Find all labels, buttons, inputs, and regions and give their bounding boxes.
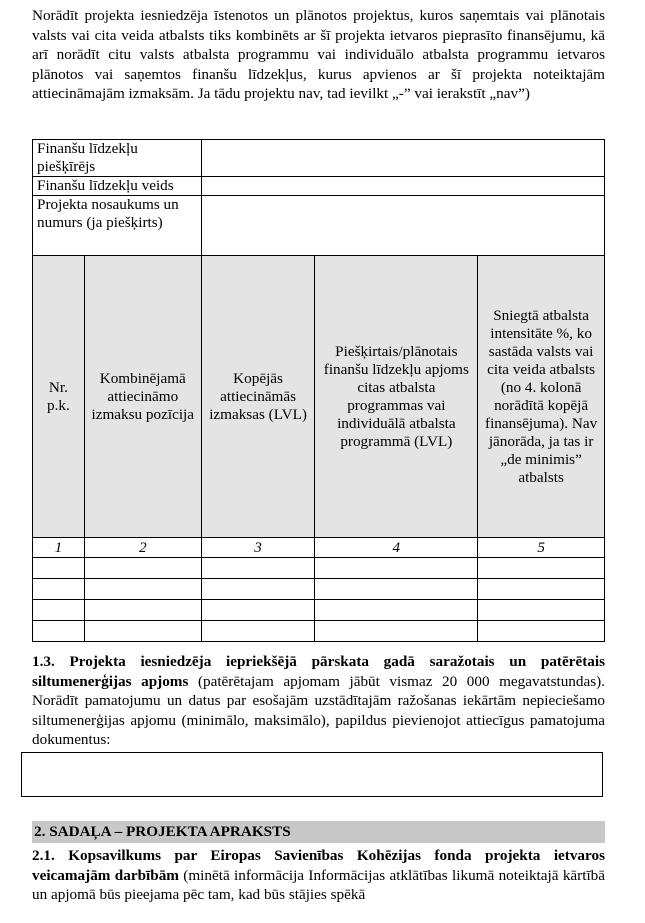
header-aid-intensity: Sniegtā atbalsta intensitāte %, ko sastāda valsts vai cita veida atbalsts (no 4. kolonā norādītā kopējā finansējuma). Nav jānorāda, ja tas ir „de minimis” atbalsts [478, 256, 605, 538]
table-cell-input[interactable] [201, 579, 315, 600]
column-number: 1 [33, 538, 85, 558]
table-cell-input[interactable] [201, 600, 315, 621]
section-2-1-title: 2.1. Kopsavilkums par Eiropas Savienības Kohēzijas fonda projekta ietvaros veicamajām darbībām [32, 847, 605, 884]
header-allocated-amount: Piešķirtais/plānotais finanšu līdzekļu apjoms citas atbalsta programmas vai individuālā atbalsta programmā (LVL) [315, 256, 478, 538]
header-nr: Nr. p.k. [33, 256, 85, 538]
column-number: 5 [478, 538, 605, 558]
section-2-1-text: (minētā informācija Informācijas atklātības likumā noteiktajā kārtībā un apjomā būs pieejama pēc tam, kad būs stājies spēkā [32, 866, 605, 904]
info-label: Finanšu līdzekļu veids [33, 177, 202, 196]
header-cost-position: Kombinējamā attiecināmo izmaksu pozīcija [84, 256, 201, 538]
table-cell-input[interactable] [478, 600, 605, 621]
table-cell-input[interactable] [478, 621, 605, 642]
table-row [33, 600, 605, 621]
table-cell-input[interactable] [33, 600, 85, 621]
info-value-input[interactable] [201, 140, 604, 177]
table-cell-input[interactable] [478, 579, 605, 600]
info-label: Projekta nosaukums un numurs (ja piešķirts) [33, 196, 202, 256]
column-number: 3 [201, 538, 315, 558]
table-cell-input[interactable] [33, 621, 85, 642]
table-cell-input[interactable] [478, 558, 605, 579]
table-row [33, 579, 605, 600]
table-cell-input[interactable] [84, 579, 201, 600]
table-cell-input[interactable] [315, 558, 478, 579]
column-header-row [33, 256, 605, 538]
info-label: Finanšu līdzekļu piešķīrējs [33, 140, 202, 177]
column-number-row [33, 538, 605, 558]
table-cell-input[interactable] [84, 621, 201, 642]
section-1-3-paragraph [32, 652, 605, 750]
section-1-3-text: (patērētajam apjomam jābūt vismaz 20 000 megavatstundas). Norādīt pamatojumu un datus par esošajām uzstādītajām ražošanas iekārtām nepieciešamo siltumenerģijas apjomu (minimālo, maksimālo), papildus pievienojot attiecīgus pamatojuma dokumentus: [32, 672, 605, 749]
info-value-input[interactable] [201, 177, 604, 196]
section-2-heading: 2. SADAĻA – PROJEKTA APRAKSTS [32, 821, 605, 843]
column-number: 4 [315, 538, 478, 558]
intro-paragraph: Norādīt projekta iesniedzēja īstenotos un plānotos projektus, kuros saņemtais vai plānotais valsts vai cita veida atbalsts tiks kombinēts ar šī projekta ietvaros pieprasīto finansējumu, kā arī norādīt citu valsts atbalsta programmu vai individuālo atbalsta programmu ietvaros plānotos vai saņemtos finanšu līdzekļus, kurus apvienos ar šī projekta noteiktajām attiecināmajām izmaksām. Ja tādu projektu nav, tad ievilkt „-” vai ierakstīt „nav”) [32, 7, 605, 103]
section-1-3-title: 1.3. Projekta iesniedzēja iepriekšējā pārskata gadā saražotais un patērētais siltumenerģijas apjoms [32, 653, 605, 690]
table-cell-input[interactable] [33, 579, 85, 600]
table-cell-input[interactable] [33, 558, 85, 579]
table-cell-input[interactable] [315, 579, 478, 600]
table-row [33, 621, 605, 642]
info-row-project-name [33, 196, 605, 256]
info-row-grantor [33, 140, 605, 177]
table-row [33, 558, 605, 579]
heat-energy-answer-field[interactable] [21, 752, 603, 797]
financing-table [32, 139, 605, 642]
table-cell-input[interactable] [84, 600, 201, 621]
table-cell-input[interactable] [315, 621, 478, 642]
table-cell-input[interactable] [201, 558, 315, 579]
section-2-1-paragraph [32, 846, 605, 905]
table-cell-input[interactable] [84, 558, 201, 579]
table-cell-input[interactable] [201, 621, 315, 642]
info-row-funding-type [33, 177, 605, 196]
column-number: 2 [84, 538, 201, 558]
table-cell-input[interactable] [315, 600, 478, 621]
header-total-costs: Kopējās attiecināmās izmaksas (LVL) [201, 256, 315, 538]
info-value-input[interactable] [201, 196, 604, 256]
